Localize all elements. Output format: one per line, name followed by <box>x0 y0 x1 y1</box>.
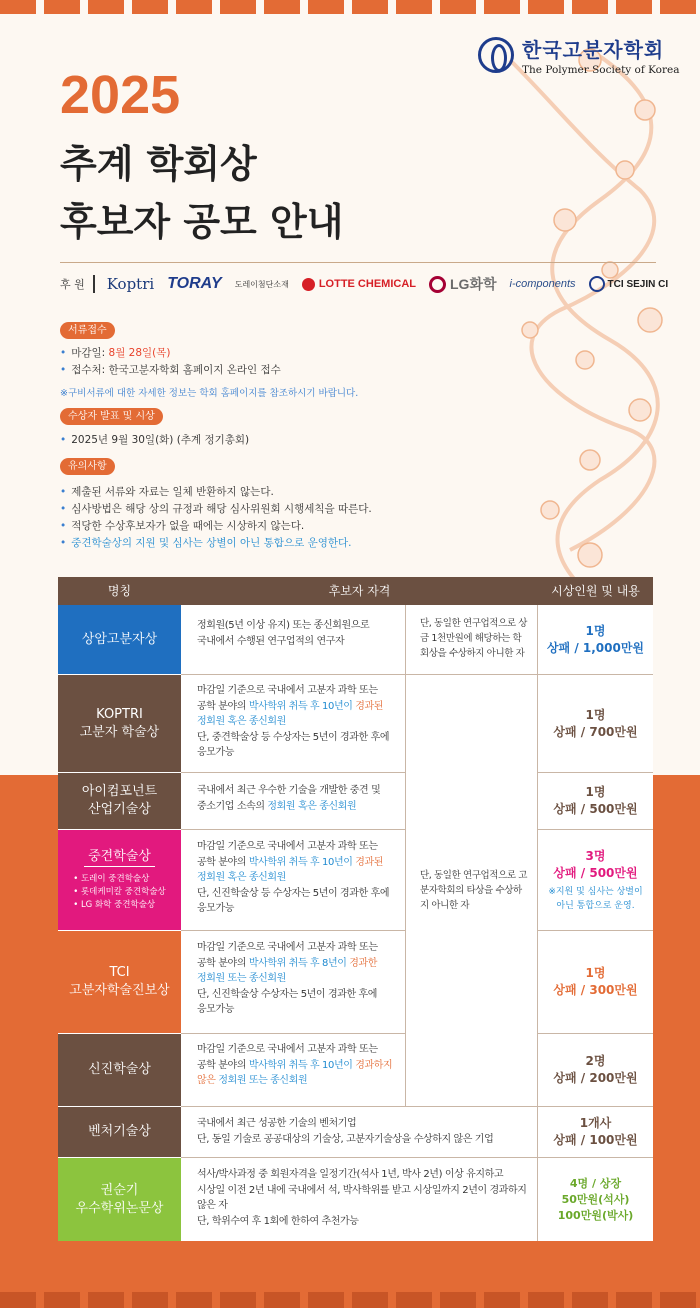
sub-award-item: • 롯데케미칼 중견학술상 <box>73 886 166 899</box>
qualification-text: 공학 분야의 <box>197 1059 249 1071</box>
qualification-tci <box>181 931 406 1034</box>
submission-list <box>60 345 281 379</box>
qualification-line: 단, 신진학술상 수상자는 5년이 경과한 후에 <box>197 988 378 1000</box>
qualification-text: 공학 분야의 <box>197 856 249 868</box>
shared-condition-2-text: 단, 동일한 연구업적으로 고분자학회의 타상을 수상하지 아니한 자 <box>420 870 528 911</box>
notice-item: • 적당한 수상후보자가 없을 때에는 시상하지 않는다. <box>60 518 372 535</box>
qualification-koptri <box>181 675 406 773</box>
prize-note-line: ※지원 및 심사는 상별이 <box>548 886 643 897</box>
qualification-text: 중소기업 소속의 <box>197 800 268 812</box>
society-emblem-icon <box>478 37 514 73</box>
prize-note-line: 아닌 통합으로 운영. <box>556 900 635 911</box>
award-name-line: KOPTRI <box>96 706 143 722</box>
qualification-line: 마감일 기준으로 국내에서 고분자 과학 또는 <box>197 1044 378 1055</box>
qualification-highlight: 않은 <box>197 1075 219 1086</box>
lg-chem-text: LG화학 <box>450 276 497 292</box>
award-name-text: 중견학술상 <box>84 848 155 867</box>
prize-note <box>548 885 642 913</box>
ceremony-list <box>60 432 249 449</box>
notices-badge: 유의사항 <box>60 458 115 475</box>
qualification-line <box>197 1073 399 1089</box>
prize-content: 상패 / 500만원 <box>553 865 638 880</box>
award-name-icomponent <box>58 773 181 830</box>
sponsor-separator <box>93 275 95 293</box>
deadline-label: 마감일: <box>71 347 109 359</box>
prize-young <box>538 1034 653 1107</box>
toray-advanced-materials-label: 도레이첨단소재 <box>234 279 289 289</box>
qualification-thesis <box>181 1158 538 1241</box>
qualification-highlight: 정회원 혹은 종신회원 <box>267 800 357 812</box>
award-name-line: 권순기 <box>100 1182 139 1198</box>
qualification-line <box>197 855 399 871</box>
midcareer-sub-awards <box>73 873 166 912</box>
society-name-en: The Polymer Society of Korea <box>522 64 680 76</box>
year-heading: 2025 <box>60 65 181 125</box>
notice-item: • 제출된 서류와 자료는 일체 반환하지 않는다. <box>60 484 372 501</box>
qualification-line <box>197 699 399 715</box>
lotte-chemical-text: LOTTE CHEMICAL <box>318 278 416 290</box>
prize-count: 1명 <box>585 966 606 980</box>
qualification-line: 시상일 이전 2년 내에 국내에서 석, 박사학위를 받고 시상일까지 2년이 경과하지 <box>197 1184 527 1196</box>
prize-content: 상패 / 1,000만원 <box>546 640 645 655</box>
award-name-thesis <box>58 1158 181 1241</box>
qualification-line: 마감일 기준으로 국내에서 고분자 과학 또는 <box>197 942 378 953</box>
toray-logo: TORAY <box>167 275 222 292</box>
prize-content: 50만원(석사) <box>561 1192 630 1206</box>
award-name-line: 아이컴포넌트 <box>81 784 158 799</box>
qualification-sangam <box>181 605 406 675</box>
qualification-line: 응모가능 <box>197 747 235 758</box>
qualification-line: 정회원 혹은 종신회원 <box>197 872 286 883</box>
qualification-highlight: 박사학위 취득 후 10년이 <box>248 700 356 712</box>
qualification-line: 정회원(5년 이상 유지) 또는 종신회원으로 <box>197 620 370 631</box>
sejin-ci-text: SEJIN CI <box>626 278 669 290</box>
qualification-line: 마감일 기준으로 국내에서 고분자 과학 또는 <box>197 841 378 852</box>
tci-logo <box>589 276 669 292</box>
sponsor-label: 후 원 <box>60 278 85 291</box>
prize-midcareer <box>538 830 653 931</box>
prize-count: 1명 <box>585 623 606 638</box>
qualification-line: 석사/박사과정 중 회원자격을 일정기간(석사 1년, 박사 2년) 이상 유지하고 <box>197 1169 504 1180</box>
award-name-sangam <box>58 605 181 675</box>
koptri-logo: Koptri <box>106 275 155 293</box>
prize-koptri <box>538 675 653 773</box>
sub-award-item: • LG 화학 중견학술상 <box>73 899 166 912</box>
qualification-line: 정회원 혹은 종신회원 <box>197 716 286 727</box>
award-name-koptri <box>58 675 181 773</box>
society-name-ko: 한국고분자학회 <box>522 38 665 62</box>
notices-list <box>60 484 372 552</box>
prize-venture <box>538 1107 653 1158</box>
shared-condition-1: 단, 동일한 연구업적으로 상금 1천만원에 해당하는 학회상을 수상하지 아니한 자 <box>406 605 538 675</box>
prize-count: 1명 <box>585 707 606 722</box>
qualification-text: 공학 분야의 <box>197 700 249 712</box>
qualification-line: 단, 중견학술상 등 수상자는 5년이 경과한 후에 <box>197 731 390 743</box>
qualification-highlight: 경과하지 <box>355 1059 393 1071</box>
prize-content: 상패 / 300만원 <box>553 983 638 997</box>
dna-helix-decoration <box>440 40 700 600</box>
qualification-midcareer <box>181 830 406 931</box>
award-name-line: 우수학위논문상 <box>75 1200 164 1216</box>
award-name-line: 고분자 학술상 <box>79 724 160 740</box>
qualification-highlight: 경과된 <box>355 856 384 868</box>
qualification-icomponent <box>181 773 406 830</box>
qualification-line: 국내에서 수행된 연구업적의 연구자 <box>197 635 345 647</box>
prize-content: 100만원(박사) <box>557 1208 634 1222</box>
bottom-stripe-decoration <box>0 1292 700 1308</box>
ceremony-date-item: • 2025년 9월 30일(화) (추계 정기총회) <box>60 432 249 449</box>
prize-count: 1명 <box>585 785 606 799</box>
page-title <box>60 135 343 251</box>
prize-count: 2명 <box>585 1054 606 1068</box>
qualification-line: 단, 신진학술상 등 수상자는 5년이 경과한 후에 <box>197 887 390 899</box>
top-stripe-decoration <box>0 0 700 14</box>
award-name-line: TCI <box>109 965 130 980</box>
deadline-value: 8월 28일(목) <box>108 347 171 359</box>
qualification-line <box>197 956 399 972</box>
lotte-chemical-logo <box>302 278 416 291</box>
prize-icomponent <box>538 773 653 830</box>
award-name-tci <box>58 931 181 1034</box>
qualification-highlight: 경과한 <box>349 957 378 969</box>
header-name: 명칭 <box>58 577 182 605</box>
qualification-line: 응모가능 <box>197 1004 235 1015</box>
prize-content: 상패 / 200만원 <box>553 1071 638 1085</box>
prize-tci <box>538 931 653 1034</box>
prize-content: 상패 / 500만원 <box>553 802 638 816</box>
qualification-highlight: 정회원 또는 종신회원 <box>218 1075 308 1086</box>
qualification-highlight: 박사학위 취득 후 8년이 <box>248 957 350 969</box>
submission-note: ※구비서류에 대한 자세한 정보는 학회 홈페이지를 참조하시기 바랍니다. <box>60 388 359 399</box>
title-line-2: 후보자 공모 안내 <box>60 200 344 244</box>
tci-emblem-icon <box>589 276 605 292</box>
notice-item: • 심사방법은 해당 상의 규정과 해당 심사위원회 시행세칙을 따른다. <box>60 501 372 518</box>
society-logo <box>478 34 679 76</box>
qualification-venture <box>181 1107 538 1158</box>
header-prize: 시상인원 및 내용 <box>538 577 653 605</box>
qualification-line: 단, 동일 기술로 공공대상의 기술상, 고분자기술상을 수상하지 않은 기업 <box>197 1133 494 1145</box>
submission-method-item: • 접수처: 한국고분자학회 홈페이지 온라인 접수 <box>60 362 281 379</box>
tci-text: TCI <box>607 278 624 290</box>
prize-content: 상패 / 100만원 <box>553 1133 638 1147</box>
lg-chem-logo <box>429 274 497 294</box>
qualification-line: 정회원 또는 종신회원 <box>197 973 286 984</box>
award-name-text: 벤처기술상 <box>88 1124 151 1139</box>
shared-condition-2 <box>406 675 538 1107</box>
prize-thesis <box>538 1158 653 1241</box>
i-components-logo: i-components <box>509 278 576 290</box>
qualification-line <box>197 1058 399 1074</box>
title-line-1: 추계 학회상 <box>60 142 257 186</box>
prize-sangam <box>538 605 653 675</box>
qualification-line: 국내에서 최근 우수한 기술을 개발한 중견 및 <box>197 785 381 796</box>
submission-badge: 서류접수 <box>60 322 115 339</box>
deadline-item <box>60 345 281 362</box>
award-name-line: 산업기술상 <box>88 802 151 817</box>
header-qualification: 후보자 자격 <box>181 577 539 605</box>
qualification-young <box>181 1034 406 1107</box>
sub-award-item: • 도레이 중견학술상 <box>73 873 166 886</box>
award-name-text: 상암고분자상 <box>81 631 158 647</box>
lotte-emblem-icon <box>302 278 315 291</box>
qualification-line: 않은 자 <box>197 1200 228 1211</box>
prize-count: 4명 / 상장 <box>569 1176 622 1190</box>
notice-item: • 중견학술상의 지원 및 심사는 상별이 아닌 통합으로 운영한다. <box>60 535 372 552</box>
qualification-line: 마감일 기준으로 국내에서 고분자 과학 또는 <box>197 685 378 696</box>
qualification-highlight: 경과된 <box>355 700 384 712</box>
qualification-line: 단, 학위수여 후 1회에 한하여 추천가능 <box>197 1215 359 1227</box>
award-name-venture <box>58 1107 181 1158</box>
qualification-highlight: 박사학위 취득 후 10년이 <box>248 1059 356 1071</box>
sponsor-bar <box>60 271 681 297</box>
qualification-line: 국내에서 최근 성공한 기술의 벤처기업 <box>197 1118 357 1129</box>
award-name-young <box>58 1034 181 1107</box>
award-name-text: 신진학술상 <box>88 1062 151 1077</box>
lg-emblem-icon <box>429 276 446 293</box>
award-name-line: 고분자학술진보상 <box>69 983 170 998</box>
qualification-line: 응모가능 <box>197 903 235 914</box>
award-name-midcareer <box>58 830 181 931</box>
divider <box>60 262 656 263</box>
prize-count: 1개사 <box>579 1116 612 1130</box>
prize-count: 3명 <box>585 848 606 863</box>
qualification-line <box>197 799 399 815</box>
qualification-text: 공학 분야의 <box>197 957 249 969</box>
qualification-highlight: 박사학위 취득 후 10년이 <box>248 856 356 868</box>
prize-content: 상패 / 700만원 <box>553 724 638 739</box>
ceremony-badge: 수상자 발표 및 시상 <box>60 408 163 425</box>
